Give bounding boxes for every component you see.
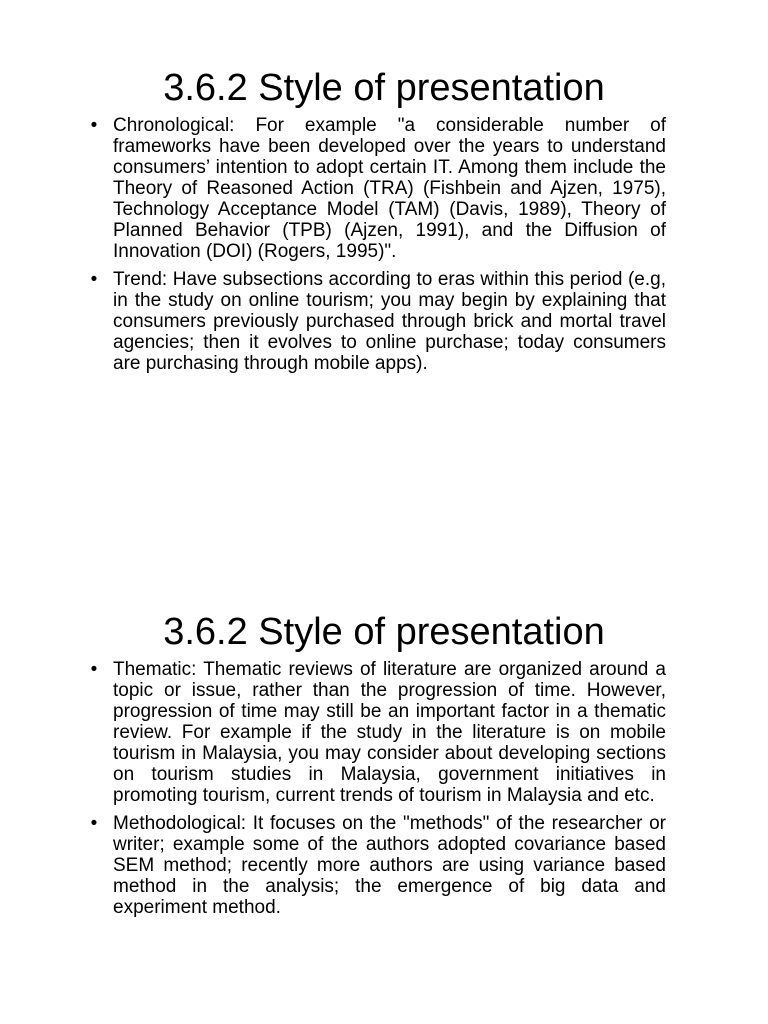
bullet-chronological bbox=[0, 115, 768, 262]
slide-1 bbox=[0, 66, 768, 381]
slide-2 bbox=[0, 610, 768, 925]
bullet-thematic bbox=[0, 659, 768, 806]
bullet-trend bbox=[0, 269, 768, 374]
bullet-dot-icon: • bbox=[90, 659, 98, 680]
bullet-text: Chronological: For example "a considerable number of frameworks have been developed over the years to understand consumers’ intention to adopt certain IT. Among them include the Theory of Reasoned Action (TRA) (Fishbein and Ajzen, 1975), Technology Acceptance Model (TAM) (Davis, 1989), Theory of Planned Behavior (TPB) (Ajzen, 1991), and the Diffusion of Innovation (DOI) (Rogers, 1995)". bbox=[113, 115, 666, 262]
bullet-list bbox=[0, 659, 768, 918]
bullet-text: Trend: Have subsections according to eras within this period (e.g, in the study on online tourism; you may begin by explaining that consumers previously purchased through brick and mortal travel agencies; then it evolves to online purchase; today consumers are purchasing through mobile apps). bbox=[113, 269, 666, 374]
bullet-text: Methodological: It focuses on the "methods" of the researcher or writer; example some of the authors adopted covariance based SEM method; recently more authors are using variance based method in the analysis; the emergence of big data and experiment method. bbox=[113, 813, 666, 918]
bullet-list bbox=[0, 115, 768, 374]
bullet-dot-icon: • bbox=[90, 813, 98, 834]
bullet-dot-icon: • bbox=[90, 269, 98, 290]
bullet-text: Thematic: Thematic reviews of literature are organized around a topic or issue, rather than the progression of time. However, progression of time may still be an important factor in a thematic review. For example if the study in the literature is on mobile tourism in Malaysia, you may consider about developing sections on tourism studies in Malaysia, government initiatives in promoting tourism, current trends of tourism in Malaysia and etc. bbox=[113, 659, 666, 806]
bullet-methodological bbox=[0, 813, 768, 918]
bullet-dot-icon: • bbox=[90, 115, 98, 136]
slide-title: 3.6.2 Style of presentation bbox=[163, 611, 605, 653]
slide-title: 3.6.2 Style of presentation bbox=[163, 67, 605, 109]
